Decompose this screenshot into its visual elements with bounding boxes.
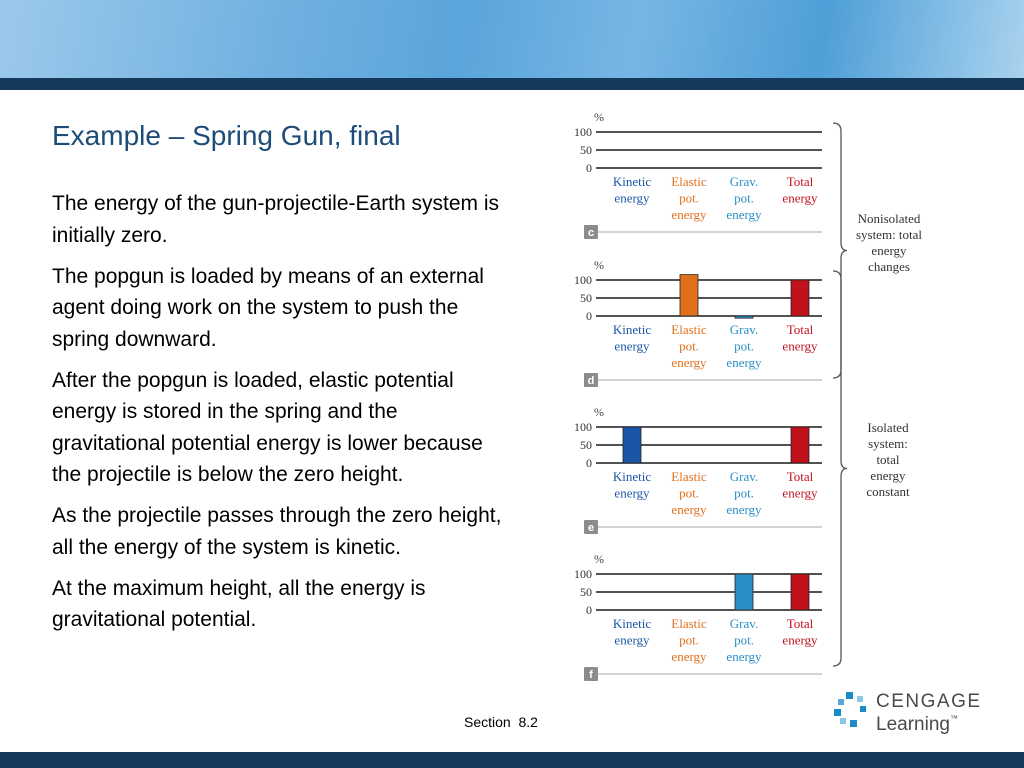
slide-title: Example – Spring Gun, final xyxy=(52,120,401,151)
energy-bar xyxy=(735,316,753,318)
y-tick-label: 50 xyxy=(580,585,592,599)
brace-label-nonisolated: changes xyxy=(868,259,910,274)
y-tick-label: 50 xyxy=(580,438,592,452)
category-label: energy xyxy=(671,649,707,664)
category-label: energy xyxy=(726,207,762,222)
category-label: pot. xyxy=(679,632,699,648)
y-unit-label: % xyxy=(594,258,604,272)
category-label: energy xyxy=(782,338,818,354)
category-label: energy xyxy=(782,632,818,648)
y-unit-label: % xyxy=(594,110,604,124)
energy-bar xyxy=(735,574,753,610)
category-label: pot. xyxy=(734,190,754,206)
logo-wordmark: CENGAGE xyxy=(876,691,982,712)
brace-label-isolated: total xyxy=(876,452,900,467)
category-label: pot. xyxy=(679,190,699,206)
category-label: pot. xyxy=(679,338,699,354)
category-label: Total xyxy=(786,322,814,337)
energy-bar xyxy=(791,574,809,610)
category-label: Grav. xyxy=(729,469,759,484)
category-label: Kinetic xyxy=(612,469,652,484)
category-label: Kinetic xyxy=(612,322,652,337)
energy-chart-c xyxy=(574,110,822,239)
y-tick-label: 100 xyxy=(574,567,592,581)
y-tick-label: 50 xyxy=(580,143,592,157)
header-banner xyxy=(0,0,1024,78)
category-label: energy xyxy=(614,190,650,206)
energy-chart-d xyxy=(574,258,822,387)
category-label: energy xyxy=(726,355,762,370)
category-label: energy xyxy=(726,502,762,517)
header-band xyxy=(0,78,1024,90)
category-label: Elastic xyxy=(671,174,707,189)
y-tick-label: 50 xyxy=(580,291,592,305)
category-label: energy xyxy=(671,502,707,517)
energy-chart-e xyxy=(574,405,822,534)
category-label: pot. xyxy=(734,632,754,648)
category-label: energy xyxy=(671,355,707,370)
logo-tagline: Learning™ xyxy=(876,714,958,735)
y-unit-label: % xyxy=(594,405,604,419)
footer-band xyxy=(0,752,1024,768)
energy-bar xyxy=(791,427,809,463)
energy-chart-f xyxy=(574,552,822,681)
cengage-logo xyxy=(832,690,982,740)
panel-label: d xyxy=(587,375,595,387)
category-label: energy xyxy=(782,485,818,501)
brace-label-isolated: energy xyxy=(870,468,906,483)
energy-bar xyxy=(680,275,698,316)
category-label: energy xyxy=(614,485,650,501)
y-tick-label: 0 xyxy=(586,603,592,617)
energy-bar-charts-figure xyxy=(560,104,940,684)
category-label: energy xyxy=(614,632,650,648)
body-paragraph-5: At the maximum height, all the energy is gravitational potential. xyxy=(52,576,426,631)
panel-label: f xyxy=(589,669,593,681)
energy-bar xyxy=(623,427,641,463)
y-tick-label: 0 xyxy=(586,161,592,175)
brace-label-isolated: system: xyxy=(868,436,908,451)
category-label: energy xyxy=(782,190,818,206)
section-footer: Section 8.2 xyxy=(464,714,538,730)
category-label: Elastic xyxy=(671,322,707,337)
brace-label-nonisolated: energy xyxy=(871,243,907,258)
body-paragraph-2: The popgun is loaded by means of an external agent doing work on the system to push the spring downward. xyxy=(52,264,484,351)
category-label: energy xyxy=(671,207,707,222)
category-label: pot. xyxy=(679,485,699,501)
panel-label: c xyxy=(587,227,595,239)
category-label: Kinetic xyxy=(612,174,652,189)
cengage-logo-mark-icon xyxy=(832,690,872,738)
energy-bar xyxy=(791,280,809,316)
y-tick-label: 0 xyxy=(586,456,592,470)
category-label: Total xyxy=(786,616,814,631)
category-label: energy xyxy=(614,338,650,354)
y-tick-label: 100 xyxy=(574,420,592,434)
category-label: Total xyxy=(786,469,814,484)
y-unit-label: % xyxy=(594,552,604,566)
brace-label-isolated: Isolated xyxy=(867,420,909,435)
category-label: Grav. xyxy=(729,174,759,189)
y-tick-label: 0 xyxy=(586,309,592,323)
y-tick-label: 100 xyxy=(574,125,592,139)
category-label: Total xyxy=(786,174,814,189)
brace-label-nonisolated: Nonisolated xyxy=(857,211,921,226)
category-label: Grav. xyxy=(729,616,759,631)
body-paragraph-4: As the projectile passes through the zero height, all the energy of the system is kinetic. xyxy=(52,504,502,559)
y-tick-label: 100 xyxy=(574,273,592,287)
panel-label: e xyxy=(587,522,595,534)
slide-body xyxy=(52,188,502,645)
category-label: Grav. xyxy=(729,322,759,337)
brace-label-nonisolated: system: total xyxy=(855,227,923,242)
category-label: Kinetic xyxy=(612,616,652,631)
isolated-brace xyxy=(833,271,847,666)
category-label: energy xyxy=(726,649,762,664)
category-label: pot. xyxy=(734,485,754,501)
category-label: Elastic xyxy=(671,616,707,631)
body-paragraph-3: After the popgun is loaded, elastic potential energy is stored in the spring and the gravitational potential energy is lower because the projectile is below the zero height. xyxy=(52,368,483,486)
nonisolated-brace xyxy=(833,123,847,378)
brace-label-isolated: constant xyxy=(866,484,910,499)
category-label: pot. xyxy=(734,338,754,354)
body-paragraph-1: The energy of the gun-projectile-Earth system is initially zero. xyxy=(52,192,500,247)
category-label: Elastic xyxy=(671,469,707,484)
